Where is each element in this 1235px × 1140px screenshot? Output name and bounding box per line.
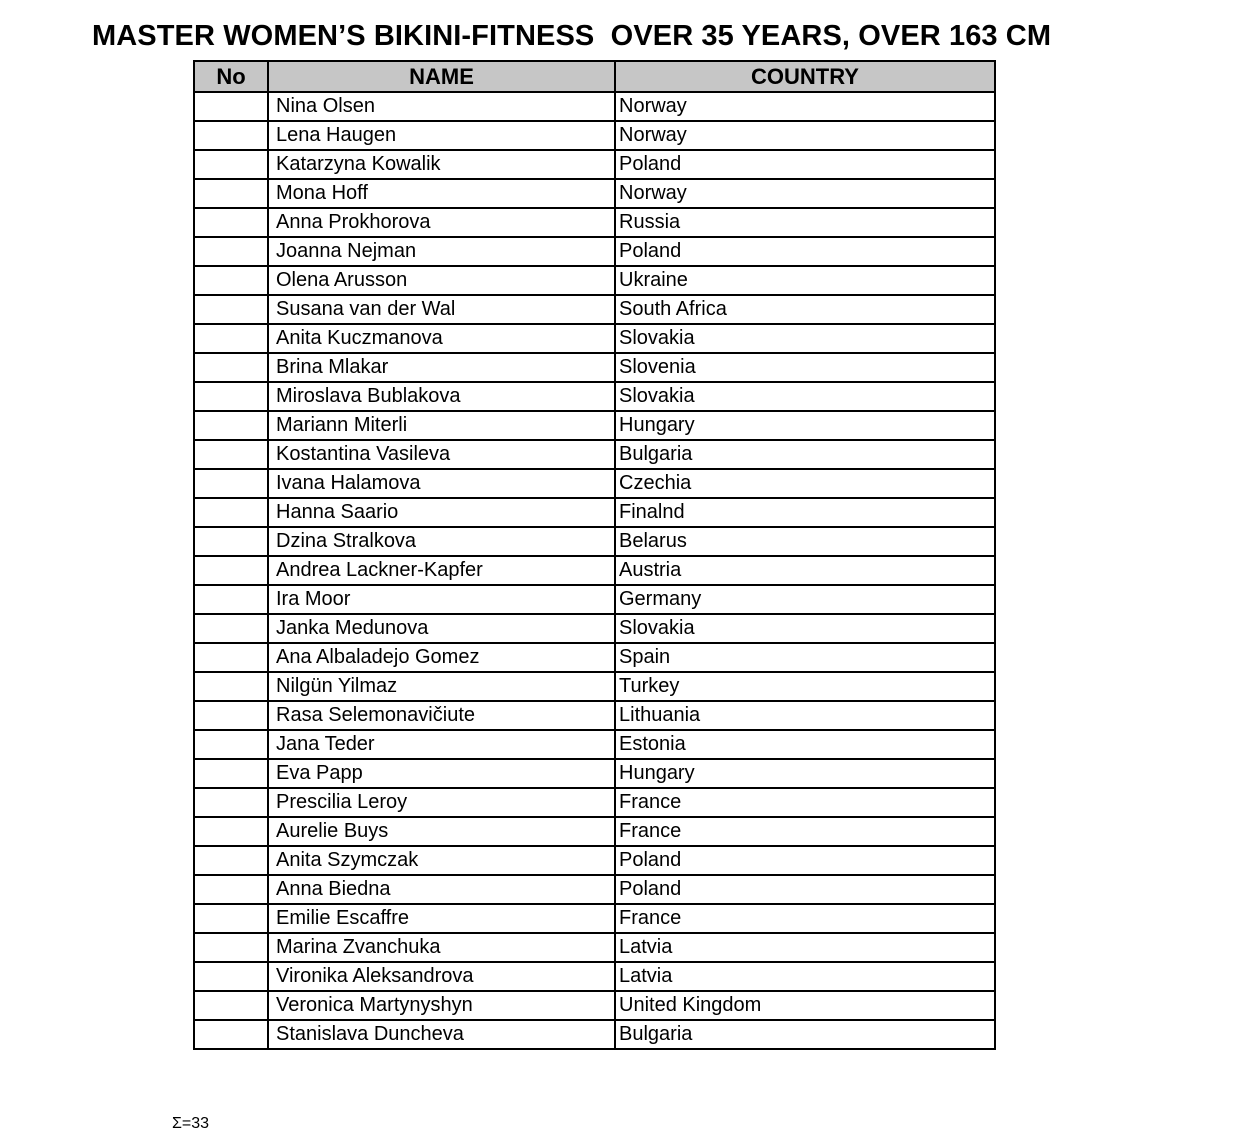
athlete-name-cell: Kostantina Vasileva: [268, 440, 615, 469]
athlete-name-cell: Anita Kuczmanova: [268, 324, 615, 353]
country-cell: Latvia: [615, 962, 995, 991]
table-row: [194, 1020, 995, 1049]
row-number-cell: [194, 875, 268, 904]
country-cell: Czechia: [615, 469, 995, 498]
table-row: [194, 643, 995, 672]
row-number-cell: [194, 498, 268, 527]
athlete-name-cell: Prescilia Leroy: [268, 788, 615, 817]
table-row: [194, 353, 995, 382]
row-number-cell: [194, 411, 268, 440]
table-row: [194, 150, 995, 179]
row-number-cell: [194, 991, 268, 1020]
country-cell: Poland: [615, 846, 995, 875]
country-cell: Norway: [615, 121, 995, 150]
header-country: COUNTRY: [615, 61, 995, 92]
header-row: [194, 61, 995, 92]
header-no: No: [194, 61, 268, 92]
country-cell: Austria: [615, 556, 995, 585]
table-row: [194, 237, 995, 266]
athlete-name-cell: Aurelie Buys: [268, 817, 615, 846]
athlete-name-cell: Nilgün Yilmaz: [268, 672, 615, 701]
athlete-name-cell: Ira Moor: [268, 585, 615, 614]
table-row: [194, 730, 995, 759]
row-number-cell: [194, 121, 268, 150]
row-number-cell: [194, 440, 268, 469]
table-row: [194, 556, 995, 585]
country-cell: Bulgaria: [615, 440, 995, 469]
row-number-cell: [194, 759, 268, 788]
row-number-cell: [194, 150, 268, 179]
row-number-cell: [194, 237, 268, 266]
row-number-cell: [194, 353, 268, 382]
table-row: [194, 904, 995, 933]
athlete-name-cell: Brina Mlakar: [268, 353, 615, 382]
country-cell: France: [615, 904, 995, 933]
athlete-name-cell: Dzina Stralkova: [268, 527, 615, 556]
row-number-cell: [194, 295, 268, 324]
table-row: [194, 701, 995, 730]
country-cell: Slovakia: [615, 382, 995, 411]
athlete-name-cell: Mona Hoff: [268, 179, 615, 208]
table-row: [194, 962, 995, 991]
country-cell: Finalnd: [615, 498, 995, 527]
table-row: [194, 324, 995, 353]
athlete-name-cell: Lena Haugen: [268, 121, 615, 150]
table-row: [194, 92, 995, 121]
row-number-cell: [194, 208, 268, 237]
row-number-cell: [194, 1020, 268, 1049]
athlete-name-cell: Marina Zvanchuka: [268, 933, 615, 962]
table-row: [194, 295, 995, 324]
athlete-name-cell: Anna Biedna: [268, 875, 615, 904]
table-row: [194, 266, 995, 295]
country-cell: Norway: [615, 92, 995, 121]
table-row: [194, 585, 995, 614]
country-cell: Russia: [615, 208, 995, 237]
athlete-name-cell: Miroslava Bublakova: [268, 382, 615, 411]
table-row: [194, 817, 995, 846]
participant-count: Σ=33: [172, 1115, 210, 1132]
country-cell: Belarus: [615, 527, 995, 556]
athlete-name-cell: Ana Albaladejo Gomez: [268, 643, 615, 672]
athlete-name-cell: Katarzyna Kowalik: [268, 150, 615, 179]
table-row: [194, 411, 995, 440]
row-number-cell: [194, 179, 268, 208]
table-row: [194, 382, 995, 411]
table-row: [194, 672, 995, 701]
athlete-name-cell: Mariann Miterli: [268, 411, 615, 440]
row-number-cell: [194, 933, 268, 962]
country-cell: Slovakia: [615, 614, 995, 643]
country-cell: Latvia: [615, 933, 995, 962]
country-cell: Poland: [615, 875, 995, 904]
row-number-cell: [194, 585, 268, 614]
country-cell: Slovakia: [615, 324, 995, 353]
row-number-cell: [194, 643, 268, 672]
athlete-name-cell: Eva Papp: [268, 759, 615, 788]
athlete-name-cell: Janka Medunova: [268, 614, 615, 643]
table-row: [194, 208, 995, 237]
country-cell: Estonia: [615, 730, 995, 759]
row-number-cell: [194, 672, 268, 701]
country-cell: Hungary: [615, 411, 995, 440]
country-cell: United Kingdom: [615, 991, 995, 1020]
table-row: [194, 469, 995, 498]
country-cell: Bulgaria: [615, 1020, 995, 1049]
athlete-name-cell: Ivana Halamova: [268, 469, 615, 498]
athlete-name-cell: Joanna Nejman: [268, 237, 615, 266]
row-number-cell: [194, 904, 268, 933]
table-row: [194, 875, 995, 904]
table-row: [194, 498, 995, 527]
table-body: [194, 92, 995, 1049]
athlete-name-cell: Susana van der Wal: [268, 295, 615, 324]
athlete-name-cell: Olena Arusson: [268, 266, 615, 295]
athlete-name-cell: Andrea Lackner-Kapfer: [268, 556, 615, 585]
athlete-name-cell: Hanna Saario: [268, 498, 615, 527]
athlete-name-cell: Rasa Selemonavičiute: [268, 701, 615, 730]
athlete-name-cell: Nina Olsen: [268, 92, 615, 121]
table-row: [194, 527, 995, 556]
athlete-name-cell: Anna Prokhorova: [268, 208, 615, 237]
table-row: [194, 440, 995, 469]
country-cell: Germany: [615, 585, 995, 614]
table-row: [194, 179, 995, 208]
row-number-cell: [194, 614, 268, 643]
athlete-name-cell: Stanislava Duncheva: [268, 1020, 615, 1049]
row-number-cell: [194, 324, 268, 353]
athlete-name-cell: Veronica Martynyshyn: [268, 991, 615, 1020]
table-row: [194, 614, 995, 643]
table-header: [194, 61, 995, 92]
table-row: [194, 759, 995, 788]
page-title: MASTER WOMEN’S BIKINI-FITNESS OVER 35 YEARS, OVER 163 CM: [92, 20, 1052, 52]
country-cell: South Africa: [615, 295, 995, 324]
row-number-cell: [194, 92, 268, 121]
row-number-cell: [194, 962, 268, 991]
table-row: [194, 991, 995, 1020]
row-number-cell: [194, 788, 268, 817]
row-number-cell: [194, 469, 268, 498]
row-number-cell: [194, 817, 268, 846]
athlete-name-cell: Vironika Aleksandrova: [268, 962, 615, 991]
athlete-name-cell: Jana Teder: [268, 730, 615, 759]
header-name: NAME: [268, 61, 615, 92]
country-cell: Poland: [615, 150, 995, 179]
table-row: [194, 788, 995, 817]
row-number-cell: [194, 527, 268, 556]
row-number-cell: [194, 556, 268, 585]
row-number-cell: [194, 382, 268, 411]
row-number-cell: [194, 701, 268, 730]
row-number-cell: [194, 730, 268, 759]
athlete-name-cell: Emilie Escaffre: [268, 904, 615, 933]
country-cell: Turkey: [615, 672, 995, 701]
country-cell: Ukraine: [615, 266, 995, 295]
country-cell: Poland: [615, 237, 995, 266]
country-cell: France: [615, 817, 995, 846]
row-number-cell: [194, 846, 268, 875]
table-row: [194, 846, 995, 875]
country-cell: Norway: [615, 179, 995, 208]
row-number-cell: [194, 266, 268, 295]
table-row: [194, 121, 995, 150]
country-cell: France: [615, 788, 995, 817]
country-cell: Hungary: [615, 759, 995, 788]
country-cell: Slovenia: [615, 353, 995, 382]
table-row: [194, 933, 995, 962]
entries-table: [193, 60, 996, 1050]
country-cell: Spain: [615, 643, 995, 672]
athlete-name-cell: Anita Szymczak: [268, 846, 615, 875]
country-cell: Lithuania: [615, 701, 995, 730]
